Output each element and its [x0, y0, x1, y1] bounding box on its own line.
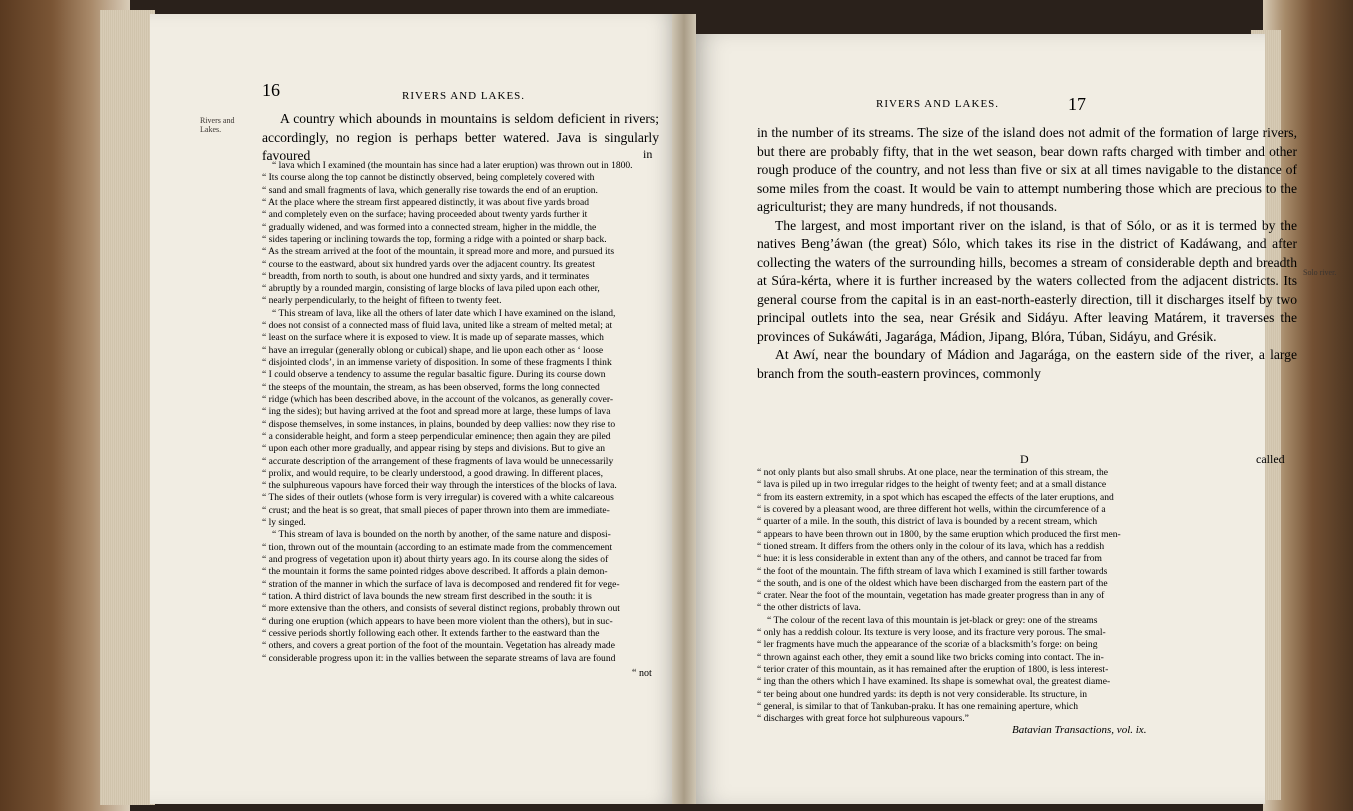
running-head-left: RIVERS AND LAKES. [402, 90, 526, 102]
quote-source: Batavian Transactions, vol. ix. [1012, 724, 1147, 736]
quote-line: “ The colour of the recent lava of this mountain is jet-black or grey: one of the streams [767, 614, 1098, 626]
quote-line: “ crater. Near the foot of the mountain, vegetation has made greater progress than in any of [757, 590, 1105, 602]
quote-line: “ least on the surface where it is exposed to view. It is made up of separate masses, which [262, 332, 604, 344]
quote-line: “ sides tapering or inclining towards the top, forming a ridge with a pointed or sharp back. [262, 233, 607, 245]
body-text-right [757, 124, 1297, 383]
quote-line: “ breadth, from north to south, is about one hundred and sixty yards, and it terminates [262, 270, 590, 282]
quote-line: “ appears to have been thrown out in 1800, by the same eruption which produced the first men- [757, 528, 1121, 540]
quote-line: “ nearly perpendicularly, to the height of fifteen to twenty feet. [262, 295, 502, 307]
quote-line: “ thrown against each other, they emit a sound like two bricks coming into contact. The in- [757, 651, 1104, 663]
catchword-left: in [643, 147, 653, 161]
quote-line: “ stration of the manner in which the surface of lava is decomposed and rendered fit for vege- [262, 578, 620, 590]
quote-line: “ At the place where the stream first appeared distinctly, it was about five yards broad [262, 196, 590, 208]
quote-line: “ the sulphureous vapours have forced their way through the interstices of the blocks of lava. [262, 480, 617, 492]
quote-line: “ hue: it is less considerable in extent than any of the others, and cannot be traced far from [757, 553, 1102, 565]
margin-note-right: Solo river. [1303, 268, 1337, 277]
quote-line: “ cessive periods shortly following each other. It extends farther to the eastward than the [262, 627, 600, 639]
body-text-left: A country which abounds in mountains is seldom deficient in rivers; accordingly, no region is perhaps better watered. Java is singularly favoured [262, 111, 659, 163]
signature-mark: D [1020, 452, 1029, 466]
quote-line: “ ter being about one hundred yards: its depth is not very considerable. Its structure, in [757, 688, 1088, 700]
quote-line: “ sand and small fragments of lava, which generally rise towards the end of an eruption. [262, 184, 598, 196]
page-number-left: 16 [262, 80, 280, 100]
quote-line: “ the mountain it forms the same pointed ridges above described. It affords a plain demon- [262, 566, 608, 578]
quote-line: “ prolix, and would require, to be clearly understood, a good drawing. In different places, [262, 467, 604, 479]
footnote-quote-right [757, 467, 1297, 726]
quote-catchword-left: “ not [632, 668, 652, 679]
quote-line: “ not only plants but also small shrubs. At one place, near the termination of this stream, the [757, 467, 1109, 478]
quote-line: “ ing than the others which I have examined. Its shape is somewhat oval, the greatest diame- [757, 676, 1111, 688]
quote-line: “ from its eastern extremity, in a spot which has escaped the effects of the later eruptions, and [757, 491, 1114, 503]
footnote-quote-left [262, 160, 659, 665]
quote-line: “ only has a reddish colour. Its texture is very loose, and its fracture very porous. The smal- [757, 627, 1106, 639]
quote-line: “ during one eruption (which appears to have been more violent than the others), but in suc- [262, 615, 613, 627]
quote-line: “ lava is piled up in two irregular ridges to the height of twenty feet; and at a small distance [757, 479, 1107, 491]
margin-note-left: Rivers and Lakes. [200, 116, 235, 134]
quote-line: “ the other districts of lava. [757, 602, 861, 614]
book-gutter [672, 14, 696, 804]
quote-line: “ does not consist of a connected mass of fluid lava, united like a stream of melted metal; at [262, 320, 613, 332]
quote-line: “ others, and covers a great portion of the foot of the mountain. Vegetation has already made [262, 640, 615, 652]
quote-line: “ quarter of a mile. In the south, this district of lava is bounded by a recent stream, which [757, 516, 1098, 528]
running-head-right: RIVERS AND LAKES. [876, 98, 1000, 110]
quote-line: “ and progress of vegetation upon it) about thirty years ago. In its course along the sides of [262, 554, 609, 565]
quote-line: “ ing the sides); but having arrived at the foot and spread more at large, these lumps of lava [262, 406, 611, 418]
quote-line: “ This stream of lava, like all the others of later date which I have examined on the island, [272, 307, 616, 319]
quote-line: “ and completely even on the surface; having proceeded about twenty yards further it [262, 209, 588, 221]
quote-line: “ ridge (which has been described above, in the account of the volcanos, as generally cover- [262, 393, 614, 405]
quote-line: “ upon each other more gradually, and appear rising by steps and divisions. But to give an [262, 443, 605, 455]
quote-line: “ Its course along the top cannot be distinctly observed, being completely covered with [262, 172, 595, 184]
quote-line: “ a considerable height, and form a steep perpendicular eminence; then again they are piled [262, 430, 611, 442]
quote-line: “ the foot of the mountain. The fifth stream of lava which I examined is still farther towards [757, 565, 1108, 577]
page-edges-left [100, 10, 155, 805]
quote-line: “ the steeps of the mountain, the stream, as has been observed, forms the long connected [262, 381, 600, 393]
quote-line: “ accurate description of the arrangement of these fragments of lava would be unnecessarily [262, 455, 614, 467]
quote-line: “ The sides of their outlets (whose form is very irregular) is covered with a white calcareous [262, 492, 614, 504]
quote-line: “ gradually widened, and was formed into a connected stream, higher in the middle, the [262, 221, 597, 233]
quote-line: “ tation. A third district of lava bounds the new stream first described in the south: it is [262, 590, 592, 602]
quote-line: “ discharges with great force hot sulphureous vapours.” [757, 713, 969, 725]
quote-line: “ As the stream arrived at the foot of the mountain, it spread more and more, and pursued its [262, 246, 615, 258]
quote-line: “ terior crater of this mountain, as it has remained after the eruption of 1800, is less interest- [757, 664, 1109, 675]
paragraph-1: in the number of its streams. The size of the island does not admit of the formation of large rivers, but there are probably fifty, that in the wet season, bear down rafts charged with timber and other rough produce of the country, and not less than five or six at all times navigable to the distance of some miles from the coast. It would be vain to attempt numbering those which are precious to the agriculturist; they are many hundreds, if not thousands. [757, 125, 1297, 214]
quote-line: “ is covered by a pleasant wood, are three different hot wells, within the circumference of a [757, 503, 1106, 515]
quote-line: “ ly singed. [262, 517, 306, 529]
quote-line: “ have an irregular (generally oblong or cubical) shape, and lie upon each other as ‘ loose [262, 344, 604, 356]
quote-line: “ course to the eastward, about six hundred yards over the adjacent country. Its greatest [262, 258, 595, 270]
quote-line: “ abruptly by a rounded margin, consisting of large blocks of lava piled upon each other, [262, 283, 600, 295]
quote-line: “ I could observe a tendency to assume the regular basaltic figure. During its course down [262, 369, 606, 381]
quote-line: “ tioned stream. It differs from the others only in the colour of its lava, which has a reddish [757, 540, 1105, 552]
quote-line: “ more extensive than the others, and consists of several distinct regions, probably thrown out [262, 603, 620, 615]
catchword-right: called [1256, 452, 1285, 466]
paragraph-2: The largest, and most important river on the island, is that of Sólo, or as it is termed by the natives Beng’áwan (the great) Sólo, which takes its rise in the district of Kadáwang, and after collecting the waters of the surrounding hills, becomes a stream of considerable depth and breadth at Súra-kérta, where it is further increased by the waters collected from the adjacent districts. Its general course from the capital is in an east-north-easterly direction, till it discharges itself by two principal outlets into the sea, near Grésik and Sidáyu. After leaving Matárem, it traverses the provinces of Sukáwáti, Jagarága, Mádion, Jipang, Blóra, Túban, Sidáyu, and Grésik. [757, 217, 1297, 344]
quote-line: “ the south, and is one of the oldest which have been discharged from the eastern part of the [757, 577, 1108, 589]
quote-line: “ lava which I examined (the mountain has since had a later eruption) was thrown out in 1800. [272, 160, 633, 171]
quote-line: “ tion, thrown out of the mountain (according to an estimate made from the commencement [262, 541, 613, 553]
quote-line: “ considerable progress upon it: in the vallies between the separate streams of lava are found [262, 652, 616, 664]
paragraph-3: At Awí, near the boundary of Mádion and Jagarága, on the eastern side of the river, a large branch from the south-eastern provinces, commonly [757, 347, 1297, 381]
quote-line: “ disjointed clods’, in an immense variety of disposition. In some of these fragments I think [262, 357, 612, 368]
quote-line: “ ler fragments have much the appearance of the scoriæ of a blacksmith’s forge: on being [757, 639, 1098, 651]
quote-line: “ dispose themselves, in some instances, in plains, bounded by deep vallies: now they rise to [262, 418, 616, 430]
page-number-right: 17 [1068, 94, 1086, 114]
quote-line: “ general, is similar to that of Tankuban-praku. It has one remaining aperture, which [757, 700, 1078, 712]
quote-line: “ This stream of lava is bounded on the north by another, of the same nature and disposi- [272, 529, 611, 541]
quote-line: “ crust; and the heat is so great, that small pieces of paper thrown into them are immediate- [262, 504, 610, 516]
